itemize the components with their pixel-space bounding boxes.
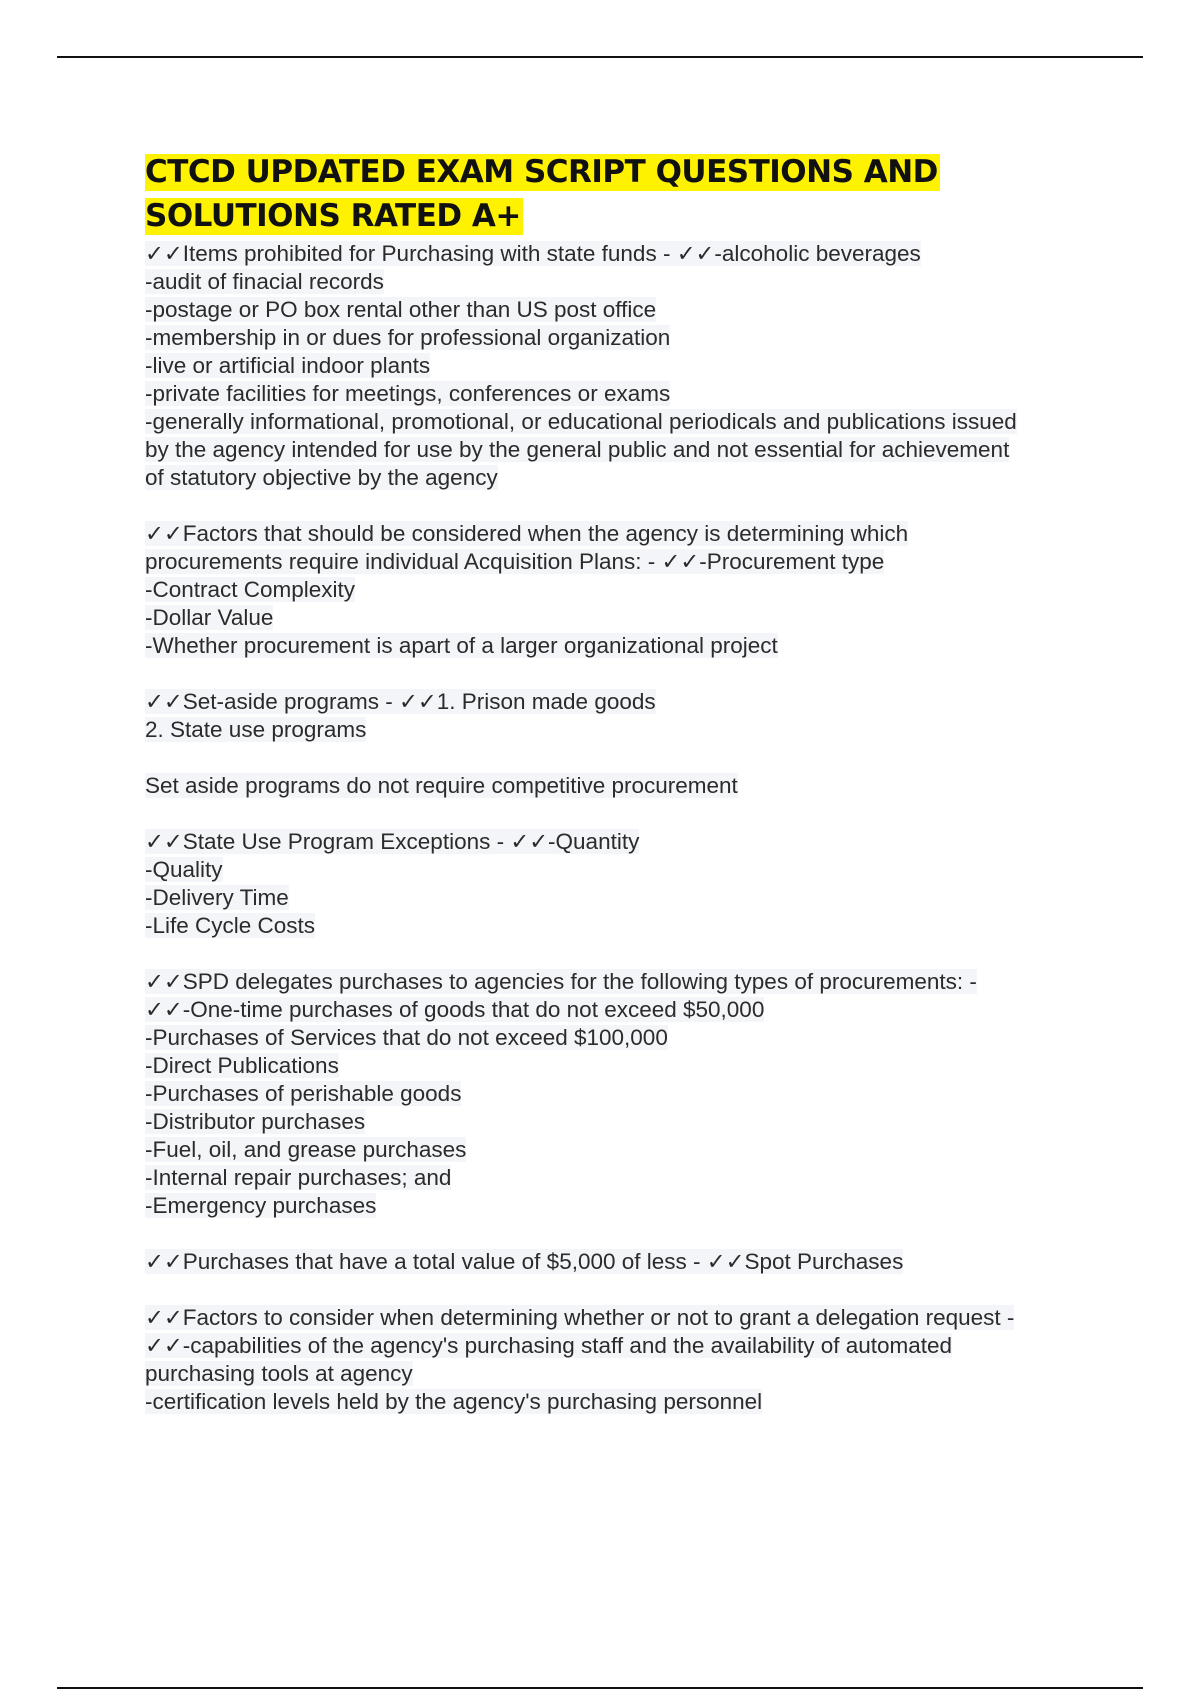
title-line-1: CTCD UPDATED EXAM SCRIPT QUESTIONS AND <box>145 154 938 190</box>
block-gap <box>145 492 1095 520</box>
qa-block <box>145 968 1095 1220</box>
qa-line: -live or artificial indoor plants <box>145 353 431 378</box>
qa-line: -Delivery Time <box>145 885 289 910</box>
qa-line: 2. State use programs <box>145 717 367 742</box>
title-line-2: SOLUTIONS RATED A+ <box>145 198 521 234</box>
qa-line: ✓✓Items prohibited for Purchasing with state funds - ✓✓-alcoholic beverages <box>145 241 921 266</box>
document-body <box>145 150 1095 1416</box>
qa-line: ✓✓-capabilities of the agency's purchasing staff and the availability of automated <box>145 1333 953 1358</box>
block-gap <box>145 1276 1095 1304</box>
qa-block <box>145 240 1095 492</box>
qa-line: -Life Cycle Costs <box>145 913 316 938</box>
qa-line: -Distributor purchases <box>145 1109 366 1134</box>
qa-line: -membership in or dues for professional organization <box>145 325 671 350</box>
footer-rule <box>57 1687 1143 1689</box>
qa-block <box>145 1248 1095 1276</box>
qa-line: -private facilities for meetings, conferences or exams <box>145 381 671 406</box>
document-title <box>145 150 1095 238</box>
qa-line: -Purchases of perishable goods <box>145 1081 462 1106</box>
qa-line: Set aside programs do not require competitive procurement <box>145 773 738 798</box>
qa-block <box>145 520 1095 660</box>
qa-line: procurements require individual Acquisition Plans: - ✓✓-Procurement type <box>145 549 885 574</box>
qa-line: ✓✓Purchases that have a total value of $5,000 of less - ✓✓Spot Purchases <box>145 1249 904 1274</box>
qa-line: by the agency intended for use by the general public and not essential for achievement <box>145 437 1010 462</box>
qa-line: -Direct Publications <box>145 1053 339 1078</box>
qa-line: ✓✓State Use Program Exceptions - ✓✓-Quantity <box>145 829 640 854</box>
qa-line: of statutory objective by the agency <box>145 465 498 490</box>
qa-line: -Emergency purchases <box>145 1193 377 1218</box>
qa-line: -Purchases of Services that do not exceed $100,000 <box>145 1025 668 1050</box>
qa-block <box>145 688 1095 744</box>
header-rule <box>57 56 1143 58</box>
qa-line: -Internal repair purchases; and <box>145 1165 452 1190</box>
qa-line: -Quality <box>145 857 223 882</box>
block-gap <box>145 940 1095 968</box>
qa-block <box>145 828 1095 940</box>
qa-line: ✓✓Factors to consider when determining whether or not to grant a delegation request - <box>145 1305 1015 1330</box>
qa-line: -postage or PO box rental other than US post office <box>145 297 657 322</box>
qa-line: purchasing tools at agency <box>145 1361 413 1386</box>
qa-line: ✓✓SPD delegates purchases to agencies for the following types of procurements: - <box>145 969 977 994</box>
qa-line: -audit of finacial records <box>145 269 384 294</box>
qa-line: ✓✓-One-time purchases of goods that do not exceed $50,000 <box>145 997 765 1022</box>
qa-line: -generally informational, promotional, or educational periodicals and publications issued <box>145 409 1017 434</box>
qa-block <box>145 772 1095 800</box>
qa-line: -Fuel, oil, and grease purchases <box>145 1137 467 1162</box>
qa-line: -certification levels held by the agency's purchasing personnel <box>145 1389 763 1414</box>
qa-list <box>145 240 1095 1416</box>
block-gap <box>145 744 1095 772</box>
qa-line: ✓✓Factors that should be considered when the agency is determining which <box>145 521 909 546</box>
block-gap <box>145 660 1095 688</box>
qa-block <box>145 1304 1095 1416</box>
qa-line: -Whether procurement is apart of a larger organizational project <box>145 633 778 658</box>
qa-line: ✓✓Set-aside programs - ✓✓1. Prison made goods <box>145 689 656 714</box>
block-gap <box>145 1220 1095 1248</box>
qa-line: -Dollar Value <box>145 605 274 630</box>
qa-line: -Contract Complexity <box>145 577 356 602</box>
block-gap <box>145 800 1095 828</box>
